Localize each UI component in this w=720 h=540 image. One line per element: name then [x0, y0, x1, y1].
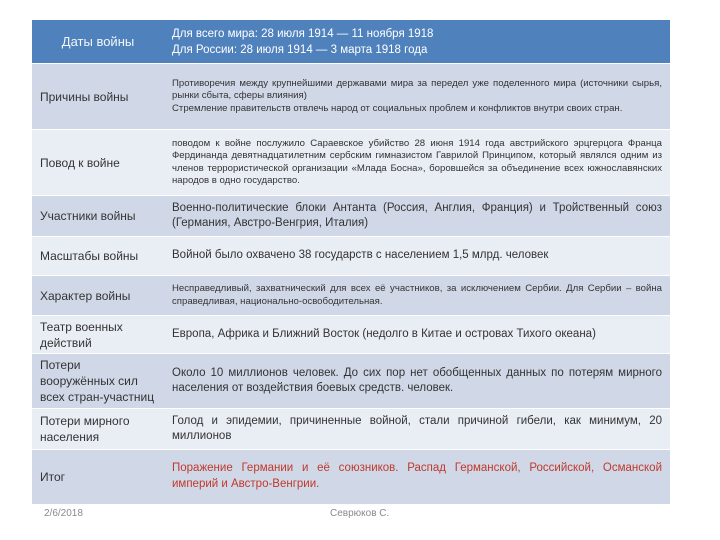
row-content-pretext: поводом к войне послужило Сараевское убийство 28 июня 1914 года австрийского эрцгерцога Франца Фердинанда девятнадцатилетним сербским гимназистом Гаврилой Принципом, который являлся одним из членов террористической организации «Млада Босна», боровшейся за объединение всех южнославянских народов в одно государство.: [164, 130, 670, 196]
row-content-scale: Войной было охвачено 38 государств с населением 1,5 млрд. человек: [164, 237, 670, 276]
row-content-military-losses: Около 10 миллионов человек. До сих пор нет обобщенных данных по потерям мирного населения от воздействия боевых средств. человек.: [164, 354, 670, 409]
row-label-participants: Участники войны: [32, 196, 164, 237]
header-label: Даты войны: [32, 20, 164, 64]
row-label-military-losses: Потери вооружённых сил всех стран-участниц: [32, 354, 164, 409]
row-content-theatre: Европа, Африка и Ближний Восток (недолго в Китае и островах Тихого океана): [164, 316, 670, 354]
table-row: [32, 237, 670, 276]
row-label-causes: Причины войны: [32, 64, 164, 130]
war-facts-table: [32, 19, 670, 504]
table-row: [32, 130, 670, 196]
table-row: [32, 276, 670, 316]
row-content-character: Несправедливый, захватнический для всех её участников, за исключением Сербии. Для Сербии – война справедливая, национально-освободительная.: [164, 276, 670, 316]
table-row: [32, 64, 670, 130]
row-content-result: Поражение Германии и её союзников. Распад Германской, Российской, Османской империй и Австро-Венгрии.: [164, 450, 670, 504]
row-content-civilian-losses: Голод и эпидемии, причиненные войной, стали причиной гибели, как минимум, 20 миллионов: [164, 409, 670, 450]
table-row: [32, 196, 670, 237]
row-content-participants: Военно-политические блоки Антанта (Россия, Англия, Франция) и Тройственный союз (Германия, Австро-Венгрия, Италия): [164, 196, 670, 237]
table-row: [32, 409, 670, 450]
row-content-causes: [164, 64, 670, 130]
row-label-theatre: Театр военных действий: [32, 316, 164, 354]
footer-author: Севрюков С.: [330, 508, 390, 519]
table-row: [32, 354, 670, 409]
table-header-row: [32, 20, 670, 64]
table-row: [32, 316, 670, 354]
row-label-result: Итог: [32, 450, 164, 504]
header-date-world: Для всего мира: 28 июля 1914 — 11 ноября 1918: [172, 27, 434, 40]
header-dates: [164, 20, 670, 64]
causes-line: Противоречия между крупнейшими державами мира за передел уже поделенного мира (источники сырья, рынки сбыта, сферы влияния): [172, 77, 662, 102]
row-label-character: Характер войны: [32, 276, 164, 316]
header-date-russia: Для России: 28 июля 1914 — 3 марта 1918 года: [172, 43, 428, 56]
footer-date: 2/6/2018: [44, 508, 83, 519]
row-label-scale: Масштабы войны: [32, 237, 164, 276]
row-label-civilian-losses: Потери мирного населения: [32, 409, 164, 450]
causes-line: Стремление правительств отвлечь народ от социальных проблем и конфликтов внутри своих стран.: [172, 102, 623, 114]
table-row: [32, 450, 670, 504]
row-label-pretext: Повод к войне: [32, 130, 164, 196]
